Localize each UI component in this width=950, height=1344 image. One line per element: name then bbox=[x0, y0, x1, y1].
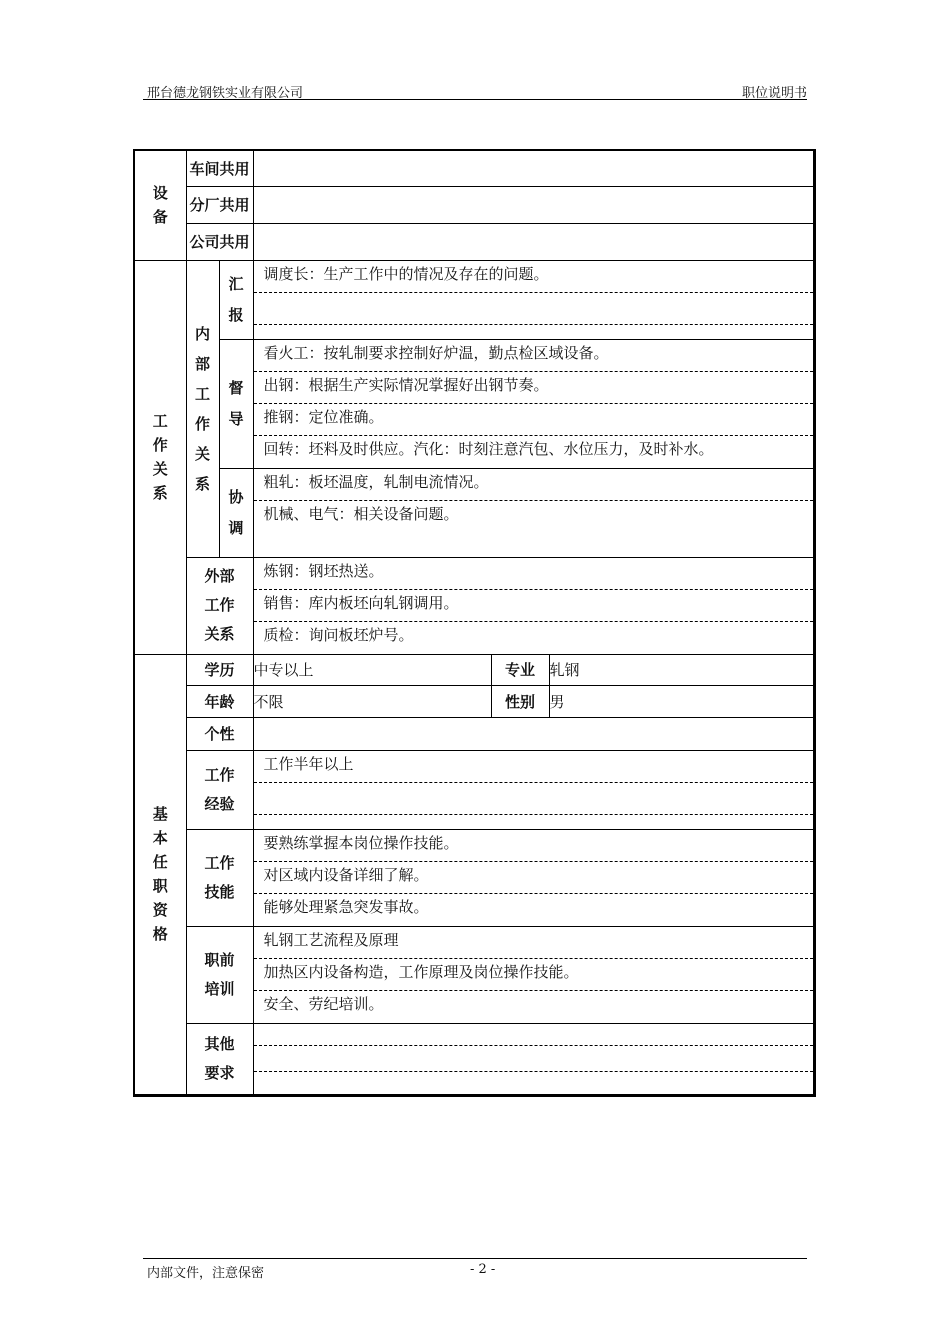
internal-relations-label: 内部工作关系 bbox=[186, 260, 219, 557]
report-line: 调度长：生产工作中的情况及存在的问题。 bbox=[254, 261, 813, 293]
page-number: - 2 - bbox=[470, 1262, 496, 1277]
skills-content bbox=[253, 829, 814, 926]
experience-line-spacer bbox=[254, 815, 813, 829]
equipment-row-label: 分厂共用 bbox=[186, 186, 253, 223]
education-value: 中专以上 bbox=[253, 654, 491, 685]
experience-line bbox=[254, 783, 813, 815]
other-requirements-label: 其他要求 bbox=[186, 1023, 253, 1095]
coordinate-label: 协调 bbox=[219, 468, 253, 557]
skills-line: 能够处理紧急突发事故。 bbox=[263, 897, 429, 916]
training-line: 轧钢工艺流程及原理 bbox=[254, 927, 813, 959]
major-value: 轧钢 bbox=[549, 654, 814, 685]
other-line-spacer bbox=[254, 1072, 813, 1094]
job-description-table bbox=[133, 149, 816, 1097]
header-company: 邢台德龙钢铁实业有限公司 bbox=[147, 86, 304, 101]
supervise-line: 回转：坯料及时供应。汽化：时刻注意汽包、水位压力，及时补水。 bbox=[263, 439, 714, 458]
training-line: 安全、劳纪培训。 bbox=[263, 994, 384, 1013]
training-line: 加热区内设备构造，工作原理及岗位操作技能。 bbox=[254, 959, 813, 991]
external-line: 质检：询问板坯炉号。 bbox=[263, 625, 414, 644]
supervise-label: 督导 bbox=[219, 339, 253, 468]
qualifications-label: 基本任职资格 bbox=[152, 805, 168, 943]
equipment-section-label bbox=[134, 150, 186, 260]
external-content bbox=[253, 557, 814, 654]
qualifications-section-label bbox=[134, 654, 186, 1095]
header-rule bbox=[143, 99, 807, 100]
report-label: 汇报 bbox=[219, 260, 253, 339]
experience-content bbox=[253, 750, 814, 829]
equipment-row-label: 公司共用 bbox=[186, 223, 253, 260]
skills-label: 工作技能 bbox=[186, 829, 253, 926]
external-relations-label: 外部工作关系 bbox=[186, 557, 253, 654]
external-line: 销售：库内板坯向轧钢调用。 bbox=[254, 590, 813, 622]
report-content bbox=[253, 260, 814, 339]
training-label: 职前培训 bbox=[186, 926, 253, 1023]
gender-value: 男 bbox=[549, 685, 814, 717]
other-line bbox=[254, 1046, 813, 1072]
work-relations-label: 工作关系 bbox=[152, 412, 168, 502]
external-line: 炼钢：钢坯热送。 bbox=[254, 558, 813, 590]
coordinate-content bbox=[253, 468, 814, 557]
footer-rule bbox=[143, 1258, 807, 1259]
equipment-row-value bbox=[253, 150, 814, 186]
personality-value bbox=[253, 717, 814, 750]
supervise-line: 出钢：根据生产实际情况掌握好出钢节奏。 bbox=[254, 372, 813, 404]
skills-line: 对区域内设备详细了解。 bbox=[254, 862, 813, 894]
other-line bbox=[254, 1024, 813, 1046]
supervise-line: 推钢：定位准确。 bbox=[254, 404, 813, 436]
footer-note: 内部文件，注意保密 bbox=[147, 1266, 265, 1281]
experience-label: 工作经验 bbox=[186, 750, 253, 829]
equipment-row-value bbox=[253, 186, 814, 223]
gender-label: 性别 bbox=[491, 685, 549, 717]
report-line-spacer bbox=[254, 325, 813, 339]
age-value: 不限 bbox=[253, 685, 491, 717]
education-label: 学历 bbox=[186, 654, 253, 685]
header-doc-title: 职位说明书 bbox=[741, 86, 807, 101]
report-line bbox=[254, 293, 813, 325]
equipment-row-label: 车间共用 bbox=[186, 150, 253, 186]
age-label: 年龄 bbox=[186, 685, 253, 717]
coordinate-line: 机械、电气：相关设备问题。 bbox=[263, 504, 459, 523]
coordinate-line: 粗轧：板坯温度，轧制电流情况。 bbox=[254, 469, 813, 501]
supervise-content bbox=[253, 339, 814, 468]
supervise-line: 看火工：按轧制要求控制好炉温，勤点检区域设备。 bbox=[254, 340, 813, 372]
personality-label: 个性 bbox=[186, 717, 253, 750]
equipment-row-value bbox=[253, 223, 814, 260]
skills-line: 要熟练掌握本岗位操作技能。 bbox=[254, 830, 813, 862]
work-relations-section-label bbox=[134, 260, 186, 654]
training-content bbox=[253, 926, 814, 1023]
other-requirements-content bbox=[253, 1023, 814, 1095]
experience-line: 工作半年以上 bbox=[254, 751, 813, 783]
equipment-label: 设备 bbox=[152, 184, 168, 227]
major-label: 专业 bbox=[491, 654, 549, 685]
